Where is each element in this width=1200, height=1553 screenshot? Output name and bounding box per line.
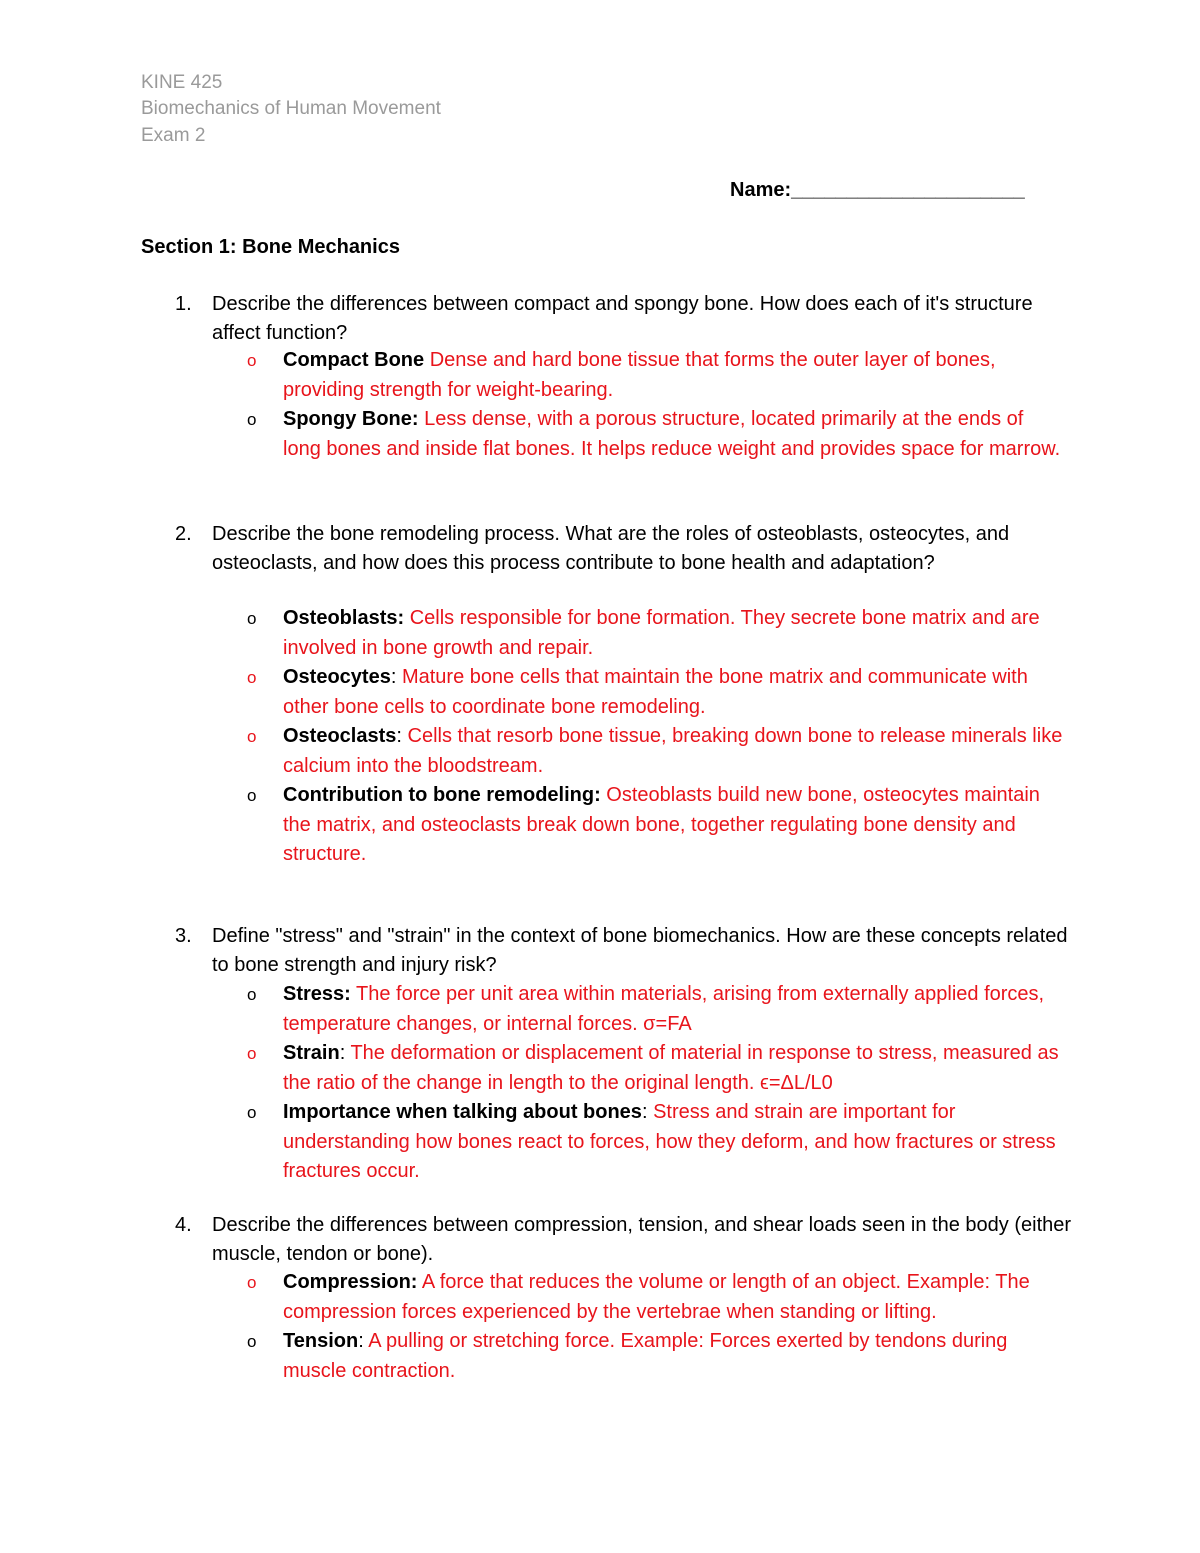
question-number: 4. [175, 1214, 192, 1236]
bullet-marker: o [247, 1103, 257, 1122]
bullet-marker: o [247, 668, 257, 687]
answer-term: Contribution to bone remodeling: [283, 784, 601, 806]
answer-term: Strain [283, 1042, 340, 1064]
answer-list-2 [0, 604, 1200, 870]
answer-term: Osteocytes [283, 666, 391, 688]
bullet-marker: o [247, 1273, 257, 1292]
bullet-marker: o [247, 609, 257, 628]
answer-item [0, 604, 1200, 663]
answer-text: Mature bone cells that maintain the bone matrix and communicate with other bone cells to coordinate bone remodeling. [283, 666, 1028, 718]
answer-term: Compact Bone [283, 349, 425, 371]
name-field-label: Name:_____________________ [730, 179, 1025, 201]
answer-item: o Importance when talking about bones: Stress and strain are important for understanding how bones react to forces, how they deform, and how fractures or stress fractures occur. [0, 1098, 1200, 1187]
answer-item: o Strain: The deformation or displacement of material in response to stress, measured as the ratio of the change in length to the original length. ϵ=ΔL/L0 [0, 1039, 1200, 1098]
answer-text: Less dense, with a porous structure, located primarily at the ends of long bones and inside flat bones. It helps reduce weight and provides space for marrow. [283, 408, 1061, 460]
answer-term: Osteoblasts: [283, 607, 405, 629]
answer-item: o Osteocytes: Mature bone cells that maintain the bone matrix and communicate with other bone cells to coordinate bone remodeling. [0, 663, 1200, 722]
answer-item [0, 405, 1200, 464]
answer-text: Osteoblasts build new bone, osteocytes maintain the matrix, and osteoclasts break down bone, together regulating bone density and structure. [283, 784, 1040, 865]
bullet-marker: o [247, 985, 257, 1004]
answer-text: Stress and strain are important for understanding how bones react to forces, how they deform, and how fractures or stress fractures occur. [283, 1101, 1056, 1182]
answer-text: The force per unit area within materials, arising from externally applied forces, temperature changes, or internal forces. σ=FA [283, 983, 1045, 1035]
question-text: Describe the differences between compact and spongy bone. How does each of it's structure affect function? [212, 293, 1033, 344]
question-number: 1. [175, 293, 192, 315]
answer-term: Spongy Bone: [283, 408, 419, 430]
answer-term: Osteoclasts [283, 725, 397, 747]
answer-item: o Tension: A pulling or stretching force. Example: Forces exerted by tendons during muscle contraction. [0, 1327, 1200, 1386]
answer-term: Compression: [283, 1271, 418, 1293]
answer-text: A pulling or stretching force. Example: Forces exerted by tendons during muscle contraction. [283, 1330, 1008, 1382]
answer-item [0, 781, 1200, 870]
answer-list-4 [0, 1268, 1200, 1386]
answer-text: Cells that resorb bone tissue, breaking down bone to release minerals like calcium into the bloodstream. [283, 725, 1063, 777]
exam-label: Exam 2 [141, 125, 206, 146]
answer-term: Stress: [283, 983, 351, 1005]
answer-item: o Osteoclasts: Cells that resorb bone tissue, breaking down bone to release minerals like calcium into the bloodstream. [0, 722, 1200, 781]
answer-item [0, 1268, 1200, 1327]
answer-text: The deformation or displacement of material in response to stress, measured as the ratio of the change in length to the original length. ϵ=ΔL/L0 [283, 1042, 1059, 1094]
course-code: KINE 425 [141, 72, 223, 93]
answer-term: Tension [283, 1330, 359, 1352]
bullet-marker: o [247, 351, 257, 370]
answer-text: Cells responsible for bone formation. They secrete bone matrix and are involved in bone growth and repair. [283, 607, 1040, 659]
question-text: Describe the differences between compression, tension, and shear loads seen in the body (either muscle, tendon or bone). [212, 1214, 1072, 1265]
course-title: Biomechanics of Human Movement [141, 98, 441, 119]
answer-term: Importance when talking about bones [283, 1101, 642, 1123]
question-text: Describe the bone remodeling process. What are the roles of osteoblasts, osteocytes, and osteoclasts, and how does this process contribute to bone health and adaptation? [212, 523, 1010, 574]
question-number: 2. [175, 523, 192, 545]
answer-item [0, 980, 1200, 1039]
bullet-marker: o [247, 1044, 257, 1063]
section-title: Section 1: Bone Mechanics [141, 236, 400, 258]
answer-item [0, 346, 1200, 405]
bullet-marker: o [247, 727, 257, 746]
answer-list-1 [0, 346, 1200, 464]
bullet-marker: o [247, 1332, 257, 1351]
question-text: Define "stress" and "strain" in the context of bone biomechanics. How are these concepts related to bone strength and injury risk? [212, 925, 1068, 976]
question-number: 3. [175, 925, 192, 947]
bullet-marker: o [247, 410, 257, 429]
bullet-marker: o [247, 786, 257, 805]
answer-text: A force that reduces the volume or length of an object. Example: The compression forces experienced by the vertebrae when standing or lifting. [283, 1271, 1030, 1323]
answer-list-3 [0, 980, 1200, 1187]
answer-text: Dense and hard bone tissue that forms the outer layer of bones, providing strength for weight-bearing. [283, 349, 996, 401]
